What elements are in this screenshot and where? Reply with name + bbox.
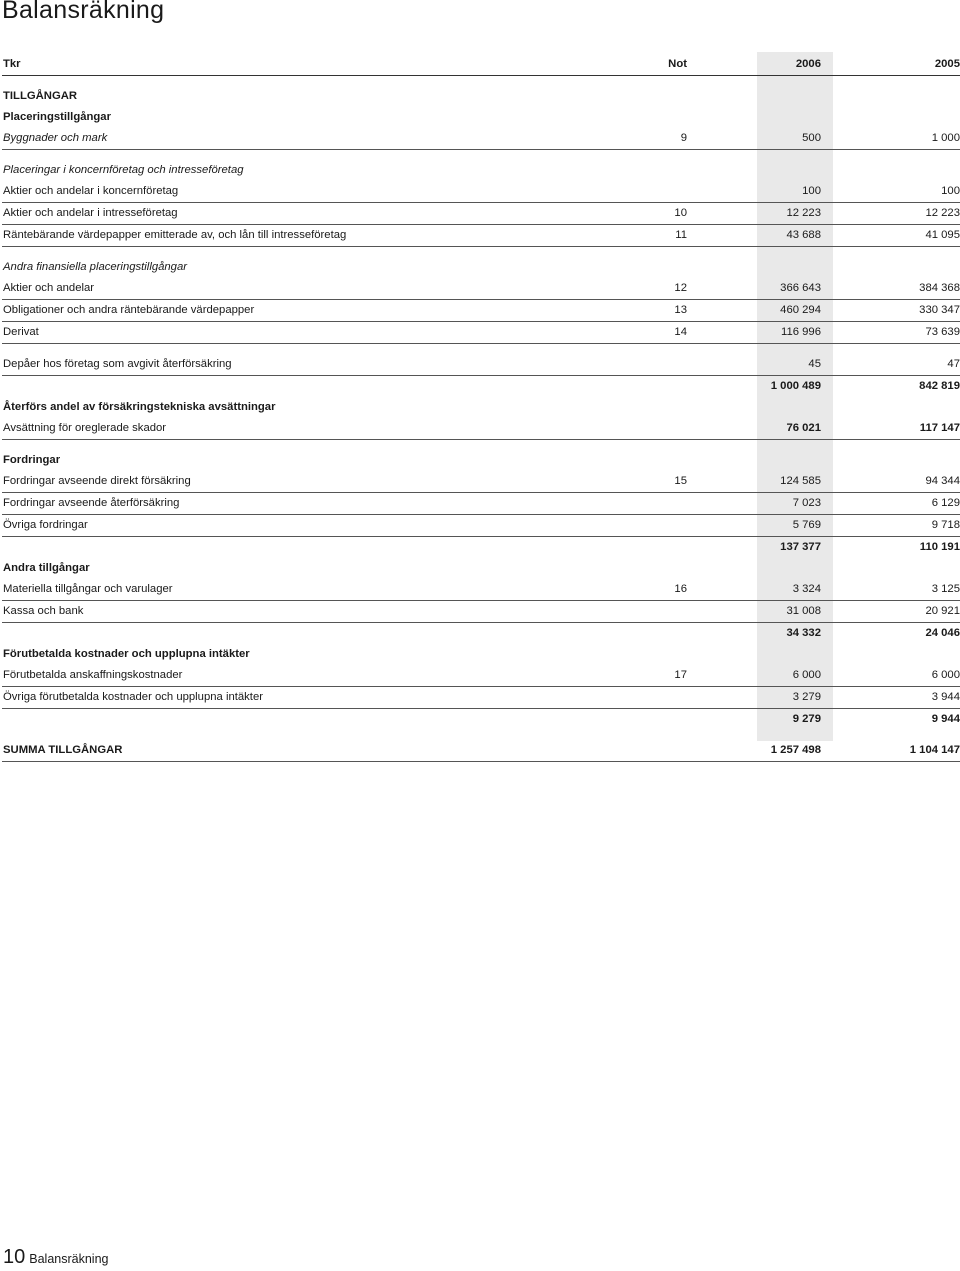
header-note: Not: [602, 53, 687, 76]
table-row: Aktier och andelar i intresseföretag 10 12 223 12 223: [2, 203, 960, 225]
subtotal-row: 137 377 110 191: [780, 541, 960, 553]
table-row: Avsättning för oreglerade skador 76 021 117 147: [2, 418, 960, 440]
table-row: Derivat 14 116 996 73 639: [2, 322, 960, 344]
table-row: Övriga förutbetalda kostnader och upplupna intäkter 3 279 3 944: [2, 687, 960, 709]
table-row: Fordringar avseende återförsäkring 7 023 6 129: [2, 493, 960, 515]
table-row: Fordringar avseende direkt försäkring 15 124 585 94 344: [2, 471, 960, 493]
subtotal-row: 9 279 9 944: [792, 713, 960, 725]
table-row: Aktier och andelar 12 366 643 384 368: [2, 278, 960, 300]
section-heading: Förutbetalda kostnader och upplupna intäkter: [3, 648, 250, 660]
subtotal-row: 34 332 24 046: [786, 627, 960, 639]
page-title: Balansräkning: [2, 0, 165, 24]
table-row: Byggnader och mark 9 500 1 000: [2, 128, 960, 150]
grand-total-row: SUMMA TILLGÅNGAR 1 257 498 1 104 147: [2, 740, 960, 762]
section-heading: Placeringstillgångar: [3, 111, 111, 123]
table-row: Aktier och andelar i koncernföretag 100 100: [2, 181, 960, 203]
section-heading: Fordringar: [3, 454, 61, 466]
header-year-2005: 2005: [823, 53, 960, 76]
page-number: 10: [3, 1246, 26, 1268]
table-row: Materiella tillgångar och varulager 16 3 324 3 125: [2, 579, 960, 601]
header-label: Tkr: [2, 53, 602, 76]
table-row: Depåer hos företag som avgivit återförsäkring 45 47: [2, 354, 960, 376]
table-row: Förutbetalda anskaffningskostnader 17 6 000 6 000: [2, 665, 960, 687]
section-heading: Andra tillgångar: [3, 562, 90, 574]
subsection-heading: Andra finansiella placeringstillgångar: [3, 261, 187, 273]
section-heading: TILLGÅNGAR: [3, 90, 78, 102]
table-row: Övriga fordringar 5 769 9 718: [2, 515, 960, 537]
balance-sheet-table: [2, 53, 960, 762]
subtotal-row: 1 000 489 842 819: [770, 380, 960, 392]
table-header-row: [2, 53, 960, 76]
section-heading: Återförs andel av försäkringstekniska avsättningar: [3, 401, 276, 413]
header-year-2006: 2006: [687, 53, 823, 76]
table-row: Kassa och bank 31 008 20 921: [2, 601, 960, 623]
footer-label: Balansräkning: [29, 1252, 109, 1266]
subsection-heading: Placeringar i koncernföretag och intresseföretag: [3, 164, 244, 176]
table-row: Räntebärande värdepapper emitterade av, och lån till intresseföretag 11 43 688 41 095: [2, 225, 960, 247]
page-footer: [3, 1246, 108, 1269]
table-row: Obligationer och andra räntebärande värdepapper 13 460 294 330 347: [2, 300, 960, 322]
